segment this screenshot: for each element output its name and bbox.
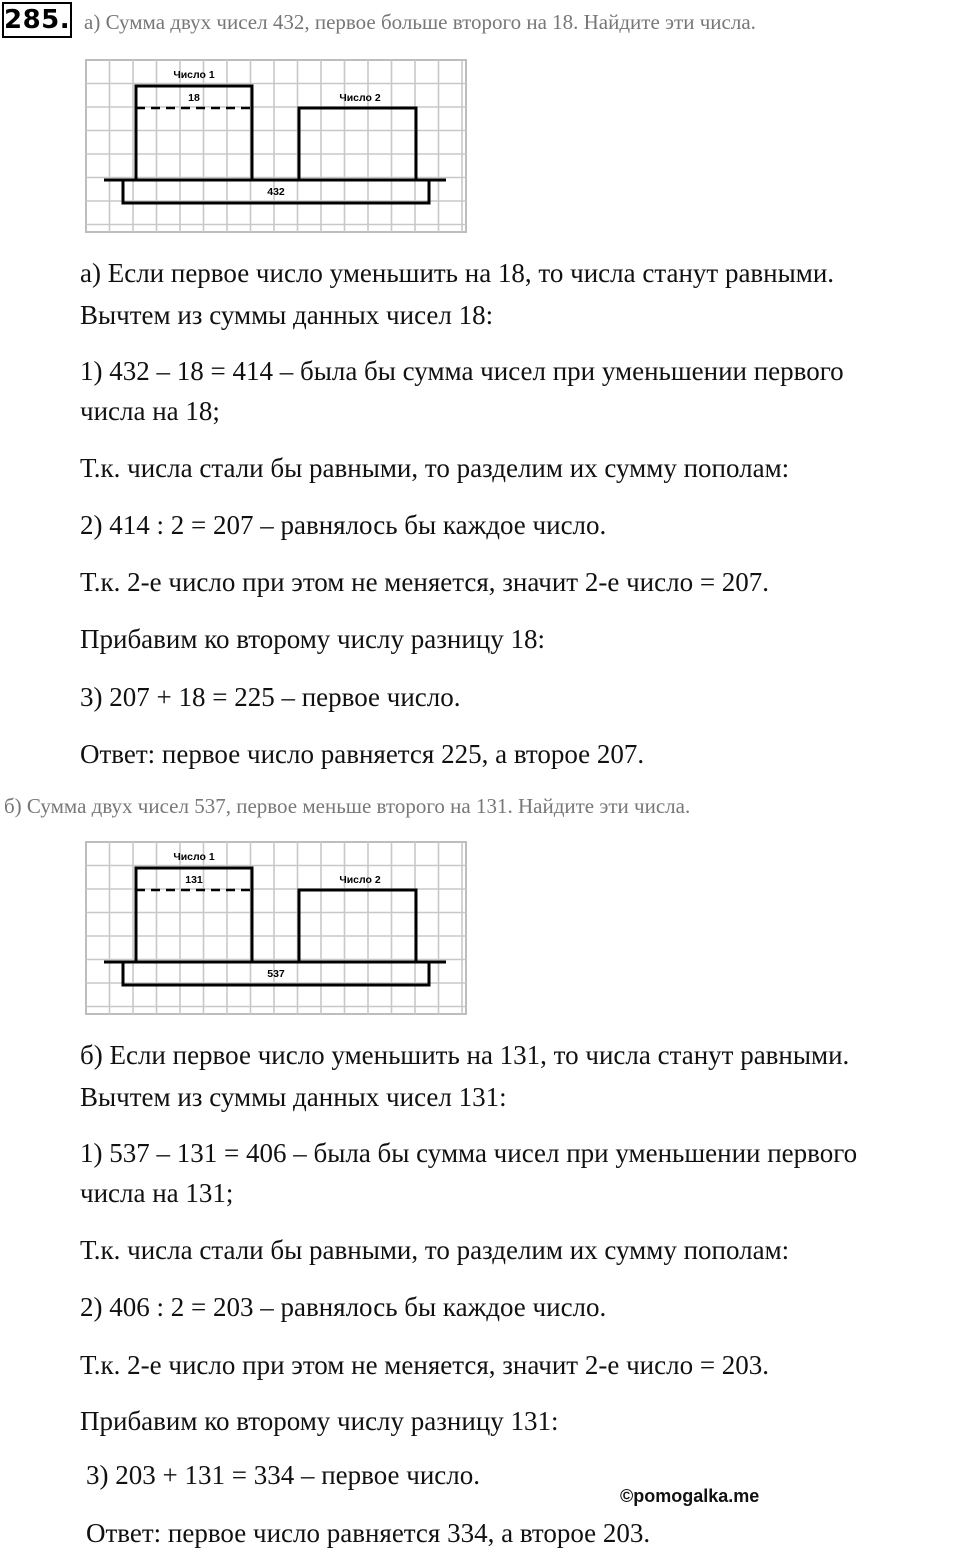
solution-b-line-2: Вычтем из суммы данных чисел 131: xyxy=(80,1082,507,1112)
solution-a-line-8: Прибавим ко второму числу разницу 18: xyxy=(80,624,546,654)
solution-a-line-2: Вычтем из суммы данных чисел 18: xyxy=(80,300,494,330)
solution-b-line-7: Т.к. 2-е число при этом не меняется, значит 2-е число = 203. xyxy=(80,1350,770,1380)
sum-label: 432 xyxy=(267,186,285,198)
solution-b-answer: Ответ: первое число равняется 334, а второе 203. xyxy=(86,1518,651,1548)
difference-label: 131 xyxy=(185,874,203,886)
sum-label: 537 xyxy=(267,968,285,980)
task-a: а) Сумма двух чисел 432, первое больше второго на 18. Найдите эти числа. xyxy=(84,10,756,34)
solution-b-line-1: б) Если первое число уменьшить на 131, то числа станут равными. xyxy=(80,1040,850,1070)
solution-a-line-3: 1) 432 – 18 = 414 – была бы сумма чисел при уменьшении первого xyxy=(80,356,844,386)
solution-a-line-6: 2) 414 : 2 = 207 – равнялось бы каждое число. xyxy=(80,510,607,540)
solution-a-line-5: Т.к. числа стали бы равными, то разделим их сумму пополам: xyxy=(80,453,790,483)
number2-label: Число 2 xyxy=(339,874,381,886)
watermark: ©pomogalka.me xyxy=(620,1486,760,1506)
solution-a-answer: Ответ: первое число равняется 225, а второе 207. xyxy=(80,739,645,769)
solution-b-line-6: 2) 406 : 2 = 203 – равнялось бы каждое число. xyxy=(80,1292,607,1322)
problem-number: 285. xyxy=(2,2,72,38)
diagram-a xyxy=(86,60,466,232)
diagram-b xyxy=(86,842,466,1014)
solution-b-line-5: Т.к. числа стали бы равными, то разделим их сумму пополам: xyxy=(80,1235,790,1265)
number2-label: Число 2 xyxy=(339,92,381,104)
number1-label: Число 1 xyxy=(173,851,215,863)
solution-a-line-1: а) Если первое число уменьшить на 18, то числа станут равными. xyxy=(80,258,835,288)
solution-b-line-8: Прибавим ко второму числу разницу 131: xyxy=(80,1406,559,1436)
task-b: б) Сумма двух чисел 537, первое меньше второго на 131. Найдите эти числа. xyxy=(4,794,691,818)
solution-b-line-9: 3) 203 + 131 = 334 – первое число. xyxy=(86,1460,480,1490)
solution-b-line-3: 1) 537 – 131 = 406 – была бы сумма чисел при уменьшении первого xyxy=(80,1138,858,1168)
solution-a-line-7: Т.к. 2-е число при этом не меняется, значит 2-е число = 207. xyxy=(80,567,770,597)
solution-b-line-4: числа на 131; xyxy=(80,1178,234,1208)
number1-label: Число 1 xyxy=(173,69,215,81)
difference-label: 18 xyxy=(188,92,200,104)
solution-a-line-4: числа на 18; xyxy=(80,396,220,426)
solution-a-line-9: 3) 207 + 18 = 225 – первое число. xyxy=(80,682,461,712)
